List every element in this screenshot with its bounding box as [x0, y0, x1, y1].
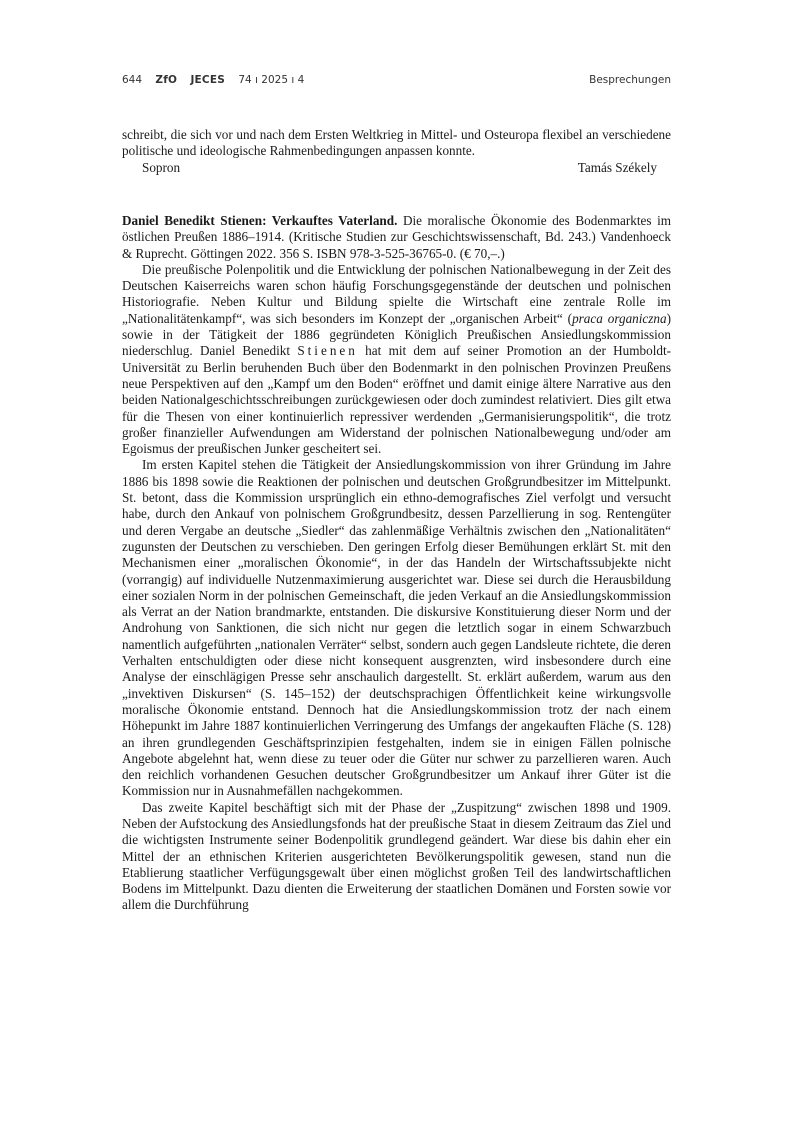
page-number: 644: [122, 74, 143, 86]
review-paragraph-1: [122, 262, 671, 458]
review-header: [122, 213, 671, 262]
paragraph-1-text-c: hat mit dem auf seiner Promotion an der Humboldt-Universität zu Berlin beruhenden Buch über den Bodenmarkt in den polnischen Provinzen Preußens neue Perspektiven auf den „Kampf um den Boden“ eröffnet und damit einige ältere Narrative aus den beiden Nationalgeschichtsschreibungen zurückgewiesen oder doch zumindest relativiert. Dies gilt etwa für die Thesen von einer kontinuierlich repressiver werdenden „Germanisierungspolitik“, die trotz großer finanzieller Aufwendungen am Widerstand der polnischen Nationalbewegung und/oder am Egoismus der preußischen Junker gescheitert sei.: [122, 343, 672, 457]
journal-name: ZfO: [155, 74, 178, 86]
paragraph-1-text-a: Die preußische Polenpolitik und die Entwicklung der polnischen Nationalbewegung in der Zeit des Deutschen Kaiserreichs waren schon häufig Forschungsgegenstände der deutschen und polnischen Historiografie. Neben Kultur und Bildung spielte die Wirtschaft eine zentrale Rolle im „Nationalitätenkampf“, was sich besonders im Konzept der „organischen Arbeit“ (: [122, 261, 671, 326]
italic-term: praca organiczna: [572, 310, 667, 326]
book-author-title: Daniel Benedikt Stienen: Verkauftes Vaterland.: [122, 213, 398, 228]
running-head: [122, 74, 671, 90]
bibliographic-info: Die moralische Ökonomie des Bodenmarktes im östlichen Preußen 1886–1914. (Kritische Studien zur Geschichtswissenschaft, Bd. 243.) Vandenhoeck & Ruprecht. Göttingen 2022. 356 S. ISBN 978-3-525-36765-0. (€ 70,–.): [122, 213, 671, 261]
review-paragraph-3: Das zweite Kapitel beschäftigt sich mit der Phase der „Zuspitzung“ zwischen 1898 und 1909. Neben der Aufstockung des Ansiedlungsfonds hat der preußische Staat in diesem Zeitraum das Ziel und die wichtigsten Instrumente seiner Bodenpolitik grundlegend geändert. War diese bis dahin eher ein Mittel der an ethnischen Kriterien ausgerichteten Bevölkerungspolitik gewesen, stand nun die Etablierung staatlicher Verfügungsgewalt über einen möglichst großen Teil des landwirtschaftlichen Bodens im Mittelpunkt. Dazu dienten die Erweiterung der staatlichen Domänen und Forsten sowie vor allem die Durchführung: [122, 799, 671, 913]
continuation-paragraph: schreibt, die sich vor und nach dem Ersten Weltkrieg in Mittel- und Osteuropa flexibel an verschiedene politische und ideologische Rahmenbedingungen anpassen konnte.: [122, 127, 671, 159]
volume-issue: 74 ı 2025 ı 4: [238, 74, 305, 86]
paragraph-1-text-b: ) sowie in der Tätigkeit der 1886 gegründeten Königlich Preußischen Ansiedlungskommission niederschlug. Daniel Benedikt: [122, 310, 672, 359]
journal-abbreviation: JECES: [190, 74, 225, 86]
book-review: [122, 213, 671, 914]
reviewer-place: Sopron: [142, 159, 181, 175]
running-head-left: [122, 74, 314, 86]
review-paragraph-2: Im ersten Kapitel stehen die Tätigkeit der Ansiedlungskommission von ihrer Gründung im Jahre 1886 bis 1898 sowie die Reaktionen der polnischen und deutschen Großgrundbesitzer im Mittelpunkt. St. betont, dass die Kommission ursprünglich ein ethno-demografisches Ziel verfolgt und versucht habe, durch den Ankauf von polnischem Großgrundbesitz, dessen Parzellierung in sog. Rentengüter und deren Vergabe an deutsche „Siedler“ das zahlenmäßige Verhältnis zwischen den „Nationalitäten“ zugunsten der Deutschen zu verschieben. Den geringen Erfolg dieser Bemühungen erklärt St. mit den Mechanismen einer „moralischen Ökonomie“, in der das Handeln der Wirtschaftssubjekte nicht (vorrangig) auf individuelle Nutzenmaximierung ausgerichtet war. Diese sei durch die Herausbildung einer sozialen Norm in der polnischen Gemeinschaft, die jeden Verkauf an die Ansiedlungskommission als Verrat an der Nation brandmarkte, entstanden. Die diskursive Konstituierung dieser Norm und der Androhung von Sanktionen, die sich nicht nur gegen die letztlich sogar in einem Schwarzbuch namentlich aufgeführten „nationalen Verräter“ selbst, sondern auch gegen Landsleute richtete, die deren Verhalten entschuldigten oder diese nicht konsequent ausgrenzten, wird insbesondere durch eine Analyse der einschlägigen Presse sehr anschaulich dargestellt. St. erklärt außerdem, warum aus den „invektiven Diskursen“ (S. 145–152) der deutschsprachigen Öffentlichkeit keine wirkungsvolle moralische Ökonomie entstand. Dennoch hat die Ansiedlungskommission trotz der nach einem Höhepunkt im Jahre 1887 kontinuierlichen Verringerung des Umfangs der angekauften Fläche (S. 128) an ihren grundlegenden Geschäftsprinzipien festgehalten, indem sie in einigen Fällen polnische Angebote abgelehnt hat, wenn diese zu teuer oder die Güter nur schwer zu parzellieren waren. Auch den reichlich vorhandenen Gesuchen deutscher Großgrundbesitzer um Ankauf ihrer Güter ist die Kommission nur in Ausnahmefällen nachgekommen.: [122, 457, 671, 799]
signature-row: [122, 160, 671, 176]
author-name-spaced: Stienen: [297, 343, 358, 359]
previous-review-ending: [122, 127, 671, 176]
reviewer-name: Tamás Székely: [577, 159, 657, 175]
section-title: Besprechungen: [589, 74, 671, 86]
